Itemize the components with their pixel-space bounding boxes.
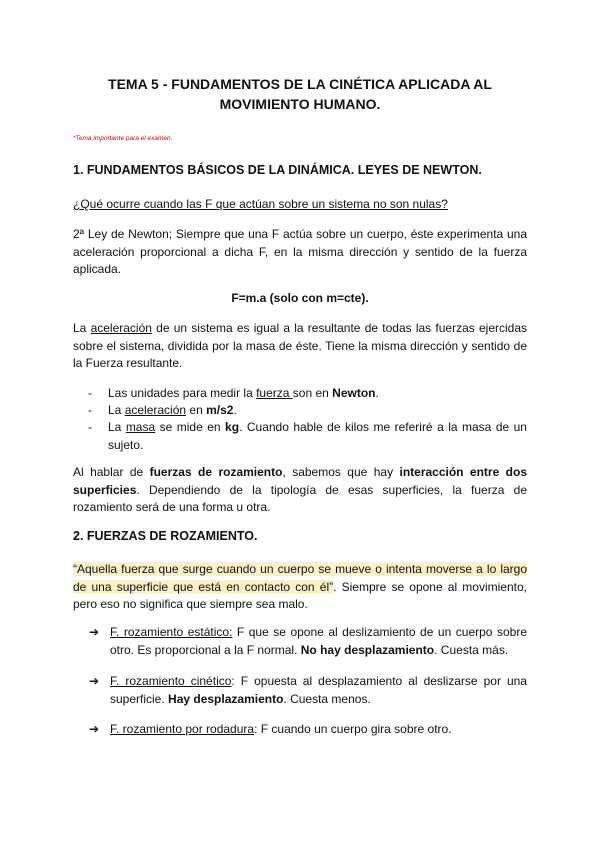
bullet-text: en [186,403,207,417]
friction-text-2: , sabemos que hay [282,465,400,479]
item-text: . Cuesta más. [434,642,509,657]
bullet-force-units [108,385,527,403]
bullet-dash: - [88,403,92,417]
quote-rest: . Siempre se opone al movimiento, pero eso no significa que siempre sea malo. [73,579,527,611]
title-line-1: TEMA 5 - FUNDAMENTOS DE LA CINÉTICA APLICADA AL [108,76,492,92]
def-text-2: de un sistema es igual a la resultante de todas las fuerzas ejercidas sobre el sistema, dividida por la masa de éste. Tiene la misma dirección y sentido de la Fuerza resultante. [73,321,527,370]
bullet-bold: Newton [332,386,376,400]
def-text-1: La [73,321,91,335]
exam-note: *Tema importante para el examen. [73,135,173,142]
arrow-bullet-icon: ➔ [89,625,100,639]
friction-bold-1: fuerzas de rozamiento [149,465,283,479]
def-underlined: aceleración [90,321,152,335]
acceleration-definition [73,320,527,373]
title-line-2: MOVIMIENTO HUMANO. [219,96,381,112]
friction-intro [73,464,527,517]
section-1-question: ¿Qué ocurre cuando las F que actúan sobre un sistema no son nulas? [73,197,448,211]
bullet-dash: - [88,386,92,400]
item-text: : F opuesta al desplazamiento al deslizarse por una superficie. [110,674,527,706]
bullet-mass-units [108,419,527,454]
bullet-text: se mide en [155,420,226,434]
bullet-underlined: fuerza [256,386,293,400]
bullet-bold: m/s2 [206,403,234,417]
arrow-bullet-icon: ➔ [89,674,100,688]
rolling-friction-item [110,721,527,739]
bullet-text: La [108,420,126,434]
item-bold: Hay desplazamiento [168,691,284,706]
bullet-underlined: aceleración [124,403,187,417]
document-title [60,74,540,114]
static-friction-item [110,624,527,659]
newton-second-law: 2ª Ley de Newton; Siempre que una F actúa sobre un cuerpo, éste experimenta una aceleración proporcional a dicha F, en la misma dirección y sentido de la fuerza aplicada. [73,227,527,276]
bullet-text: son en [292,386,333,400]
formula: F=m.a (solo con m=cte). [231,291,369,305]
bullet-bold: kg [225,420,240,434]
bullet-text: . Cuando hable de kilos me referiré a la masa de un sujeto. [108,420,527,452]
item-text: F que se opone al deslizamiento de un cuerpo sobre otro. Es proporcional a la F normal. [110,625,527,657]
item-title: F. rozamiento cinético [110,674,232,688]
highlighted-quote: “Aquella fuerza que surge cuando un cuerpo se mueve o intenta moverse a lo largo de una superficie que está en contacto con él” [73,562,527,594]
item-bold: No hay desplazamiento [300,642,435,657]
bullet-underlined: masa [125,420,156,434]
arrow-bullet-icon: ➔ [89,722,100,736]
bullet-acceleration-units [108,402,527,420]
bullet-dash: - [88,420,92,434]
friction-text-1: Al hablar de [73,465,150,479]
item-title: F. rozamiento por rodadura [110,722,255,736]
bullet-text: La [108,403,125,417]
bullet-text: . [375,386,379,400]
item-text: . Cuesta menos. [283,691,371,706]
section-2-heading: 2. FUERZAS DE ROZAMIENTO. [73,529,258,543]
section-1-heading: 1. FUNDAMENTOS BÁSICOS DE LA DINÁMICA. LEYES DE NEWTON. [73,163,482,177]
friction-bold-2: interacción entre dos superficies [73,465,527,497]
kinetic-friction-item [110,673,527,708]
bullet-text: . [233,403,237,417]
friction-text-3: . Dependiendo de la tipología de esas superficies, la fuerza de rozamiento será de una forma u otra. [73,482,527,514]
bullet-text: Las unidades para medir la [108,386,257,400]
friction-definition [73,561,527,614]
item-title: F. rozamiento estático: [110,625,233,639]
item-text: : F cuando un cuerpo gira sobre otro. [254,722,452,736]
